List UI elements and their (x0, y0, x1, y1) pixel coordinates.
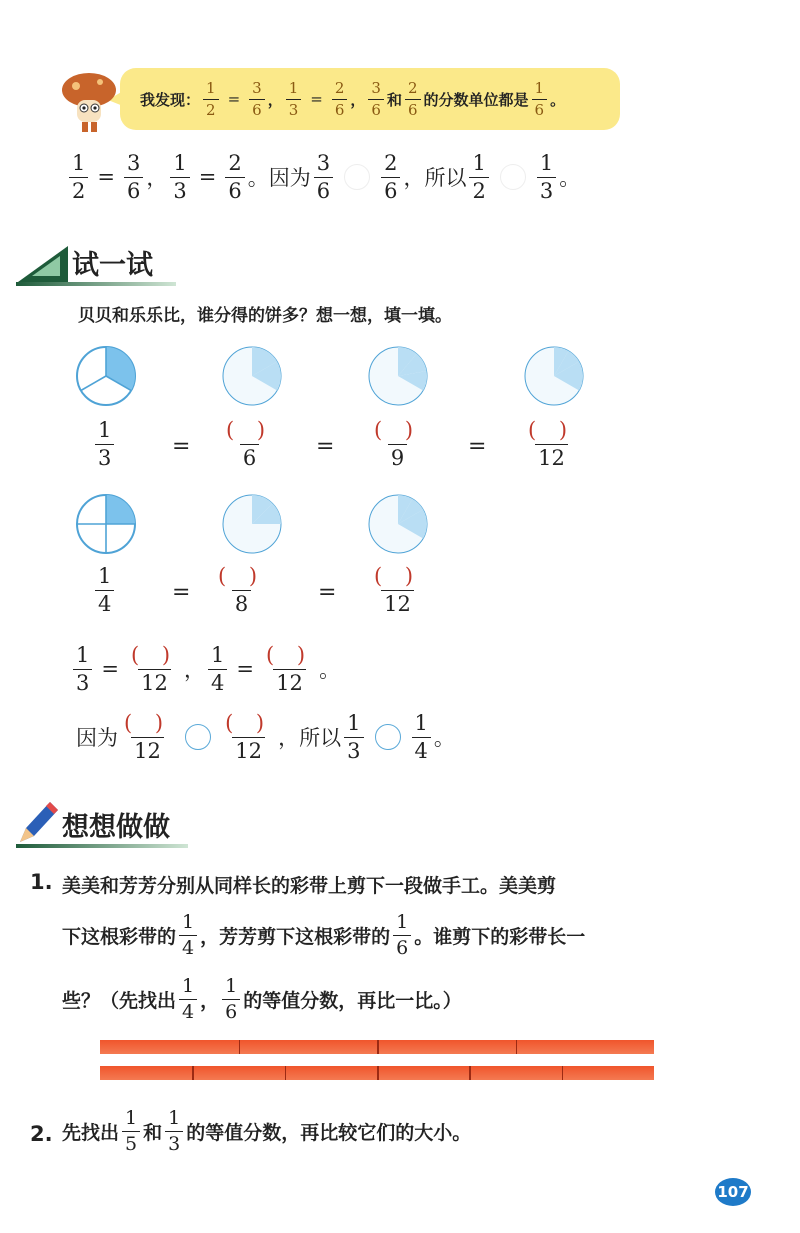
ribbon-tick (562, 1066, 564, 1080)
numerator: 1 (347, 710, 361, 735)
denominator: 5 (122, 1131, 140, 1154)
fraction-blank-12[interactable] (368, 566, 427, 615)
denominator: 8 (232, 590, 251, 615)
try-prompt: 贝贝和乐乐比，谁分得的饼多？想一想，填一填。 (78, 305, 452, 326)
fraction (208, 642, 227, 695)
ribbon-tick (239, 1040, 241, 1054)
denominator: 4 (179, 935, 197, 958)
ribbon-tick (377, 1040, 379, 1054)
fraction[interactable] (223, 420, 276, 469)
pie-twelfths-b (366, 492, 430, 556)
question-1-line (62, 970, 462, 1028)
text-segment: 。 (319, 658, 341, 682)
fraction[interactable] (371, 420, 424, 469)
pie-sixths (220, 344, 284, 408)
question-1-number: 1. (30, 870, 53, 894)
numerator: 1 (173, 150, 187, 175)
equals-sign: = (468, 434, 487, 459)
text-segment: 。谁剪下的彩带长一 (414, 925, 586, 948)
pie-thirds-a (74, 344, 138, 408)
denominator: 6 (405, 99, 421, 118)
ribbon-strip-sixths (100, 1066, 654, 1080)
text-segment: ，所以 (403, 166, 467, 190)
question-1-line (62, 906, 585, 964)
mushroom-mascot-icon (60, 70, 118, 134)
denominator: 2 (69, 177, 88, 202)
numerator: ( ) (374, 564, 422, 588)
numerator: 1 (76, 642, 90, 667)
text-segment: 。 (550, 90, 566, 109)
ribbon-strip-quarters (100, 1040, 654, 1054)
ribbon-tick (285, 1066, 287, 1080)
numerator: 2 (407, 78, 418, 97)
denominator: 3 (165, 1131, 183, 1154)
try-section-title: 试一试 (72, 249, 153, 281)
text-segment: 因为 (76, 726, 118, 750)
numerator: ( ) (124, 710, 172, 735)
fraction[interactable] (371, 566, 424, 615)
ribbon-tick (192, 1066, 194, 1080)
numerator: 3 (371, 78, 381, 97)
fraction (170, 150, 189, 203)
pencil-icon (14, 798, 60, 846)
denominator: 12 (232, 737, 265, 762)
ribbon-tick (516, 1040, 518, 1054)
text-segment: 。 (433, 726, 455, 750)
numerator: 1 (396, 910, 409, 933)
fraction (179, 910, 197, 959)
ribbon-tick (377, 1066, 379, 1080)
fraction (203, 78, 219, 119)
denominator: 6 (393, 935, 411, 958)
numerator: 1 (72, 150, 86, 175)
compare-circle[interactable] (185, 724, 211, 750)
numerator: 1 (182, 974, 195, 997)
numerator: 3 (126, 150, 141, 175)
text-segment: 些？（先找出 (62, 989, 177, 1012)
text-segment: 和 (386, 90, 402, 109)
numerator: ( ) (130, 642, 179, 667)
fraction (537, 150, 556, 203)
denominator: 12 (535, 444, 568, 469)
fraction (122, 1106, 140, 1155)
numerator: ( ) (374, 418, 422, 442)
equals-sign: = (97, 165, 115, 189)
denominator: 12 (273, 669, 306, 694)
compare-blank[interactable] (500, 164, 526, 190)
numerator: 3 (252, 78, 262, 97)
denominator: 12 (138, 669, 171, 694)
text-segment: 和 (143, 1121, 163, 1144)
numerator: ( ) (226, 418, 274, 442)
numerator: 2 (384, 150, 398, 175)
text-segment: ， (350, 90, 366, 109)
fraction (179, 974, 197, 1023)
denominator: 3 (73, 669, 92, 694)
fraction (249, 78, 265, 119)
text-segment: ， (200, 989, 220, 1012)
fraction (405, 78, 421, 119)
numerator: 1 (182, 910, 195, 933)
denominator: 3 (344, 737, 363, 762)
numerator: 2 (334, 78, 345, 97)
discovery-label: 我发现： (140, 90, 201, 109)
text-segment: ， (146, 166, 168, 190)
fraction (469, 150, 488, 203)
practice-section-title: 想想做做 (62, 811, 170, 843)
text-segment: 下这根彩带的 (62, 925, 177, 948)
numerator: 1 (472, 150, 486, 175)
fraction (165, 1106, 183, 1155)
fraction[interactable] (121, 710, 174, 763)
denominator: 6 (532, 99, 548, 118)
denominator: 6 (314, 177, 333, 202)
numerator: 1 (125, 1106, 138, 1129)
equals-sign: = (172, 434, 191, 459)
numerator: 1 (288, 78, 299, 97)
try-section-underline (16, 282, 176, 286)
fraction-blank-8[interactable] (212, 566, 271, 615)
fraction (314, 150, 333, 203)
numerator: 3 (316, 150, 331, 175)
fraction-blank-9[interactable] (368, 420, 427, 469)
fraction (412, 710, 431, 763)
equals-sign: = (318, 580, 337, 605)
fraction (69, 150, 88, 203)
text-segment: 美美和芳芳分别从同样长的彩带上剪下一段做手工。美美剪 (62, 874, 557, 897)
denominator: 6 (240, 444, 259, 469)
discovery-text (140, 76, 565, 122)
text-segment: ，所以 (278, 726, 342, 750)
compare-circle[interactable] (375, 724, 401, 750)
text-segment: 。 (559, 166, 581, 190)
pie-ninths (366, 344, 430, 408)
text-segment: 的等值分数，再比一比。） (243, 989, 462, 1012)
denominator: 4 (412, 737, 431, 762)
denominator: 12 (381, 590, 414, 615)
text-segment: 的等值分数，再比较它们的大小。 (186, 1121, 472, 1144)
question-2-line (62, 1102, 471, 1160)
fraction (532, 78, 548, 119)
numerator: 1 (98, 564, 112, 588)
page-number-badge: 107 (715, 1178, 751, 1206)
fraction-blank-12[interactable] (522, 420, 581, 469)
fraction (95, 420, 114, 469)
denominator: 3 (95, 444, 114, 469)
equals-sign: = (227, 90, 241, 108)
question-2-number: 2. (30, 1122, 53, 1146)
fraction-blank-6[interactable] (220, 420, 279, 469)
denominator: 4 (208, 669, 227, 694)
pie-twelfths-a (522, 344, 586, 408)
equals-sign: = (316, 434, 335, 459)
numerator: 1 (539, 150, 554, 175)
denominator: 3 (170, 177, 189, 202)
denominator: 3 (537, 177, 556, 202)
fraction (225, 150, 244, 203)
fraction (368, 78, 384, 119)
text-segment: 。因为 (247, 166, 311, 190)
fraction[interactable] (128, 642, 181, 695)
numerator: ( ) (225, 710, 273, 735)
denominator: 2 (469, 177, 488, 202)
compare-line-2 (76, 708, 455, 766)
denominator: 4 (179, 999, 197, 1022)
numerator: 1 (414, 710, 428, 735)
set-square-icon (16, 244, 70, 284)
fraction (222, 974, 240, 1023)
practice-section-underline (16, 844, 188, 848)
pie-slice-shaded (106, 495, 135, 524)
numerator: ( ) (528, 418, 576, 442)
fraction (73, 642, 92, 695)
text-segment: ，芳芳剪下这根彩带的 (200, 925, 391, 948)
numerator: 1 (211, 642, 225, 667)
fraction[interactable] (222, 710, 275, 763)
equals-sign: = (236, 657, 255, 681)
denominator: 4 (95, 590, 114, 615)
denominator: 6 (368, 99, 384, 118)
denominator: 6 (225, 177, 244, 202)
numerator: 1 (168, 1106, 181, 1129)
text-segment: 先找出 (62, 1121, 120, 1144)
conclusion-line (66, 148, 580, 206)
denominator: 6 (249, 99, 265, 118)
fraction-1-3 (92, 420, 117, 469)
pie-eighths (220, 492, 284, 556)
fraction-1-4 (92, 566, 117, 615)
denominator: 2 (203, 99, 219, 118)
denominator: 6 (332, 99, 348, 118)
equals-sign: = (172, 580, 191, 605)
text-segment: ， (184, 658, 206, 682)
denominator: 6 (381, 177, 400, 202)
numerator: 1 (98, 418, 112, 442)
fraction[interactable] (525, 420, 578, 469)
equals-sign: = (310, 90, 323, 108)
numerator: 2 (228, 150, 242, 175)
numerator: 1 (534, 78, 545, 97)
denominator: 6 (222, 999, 240, 1022)
text-segment: ， (267, 90, 283, 109)
denominator: 3 (286, 99, 302, 118)
denominator: 6 (124, 177, 143, 202)
text-segment: 的分数单位都是 (423, 90, 529, 109)
numerator: ( ) (218, 564, 266, 588)
compare-blank[interactable] (344, 164, 370, 190)
fraction (393, 910, 411, 959)
fraction[interactable] (215, 566, 268, 615)
fraction[interactable] (263, 642, 316, 695)
equals-sign: = (101, 657, 119, 681)
equals-sign: = (198, 165, 217, 189)
denominator: 9 (388, 444, 407, 469)
fraction (332, 78, 348, 119)
numerator: 1 (225, 974, 238, 997)
compare-line-1 (70, 640, 340, 698)
pie-quarters (74, 492, 138, 556)
fraction (95, 566, 114, 615)
numerator: ( ) (266, 642, 314, 667)
fraction (344, 710, 363, 763)
numerator: 1 (206, 78, 216, 97)
fraction (286, 78, 302, 119)
question-1-line (62, 862, 556, 906)
denominator: 12 (131, 737, 164, 762)
fraction (124, 150, 143, 203)
fraction (381, 150, 400, 203)
ribbon-tick (469, 1066, 471, 1080)
